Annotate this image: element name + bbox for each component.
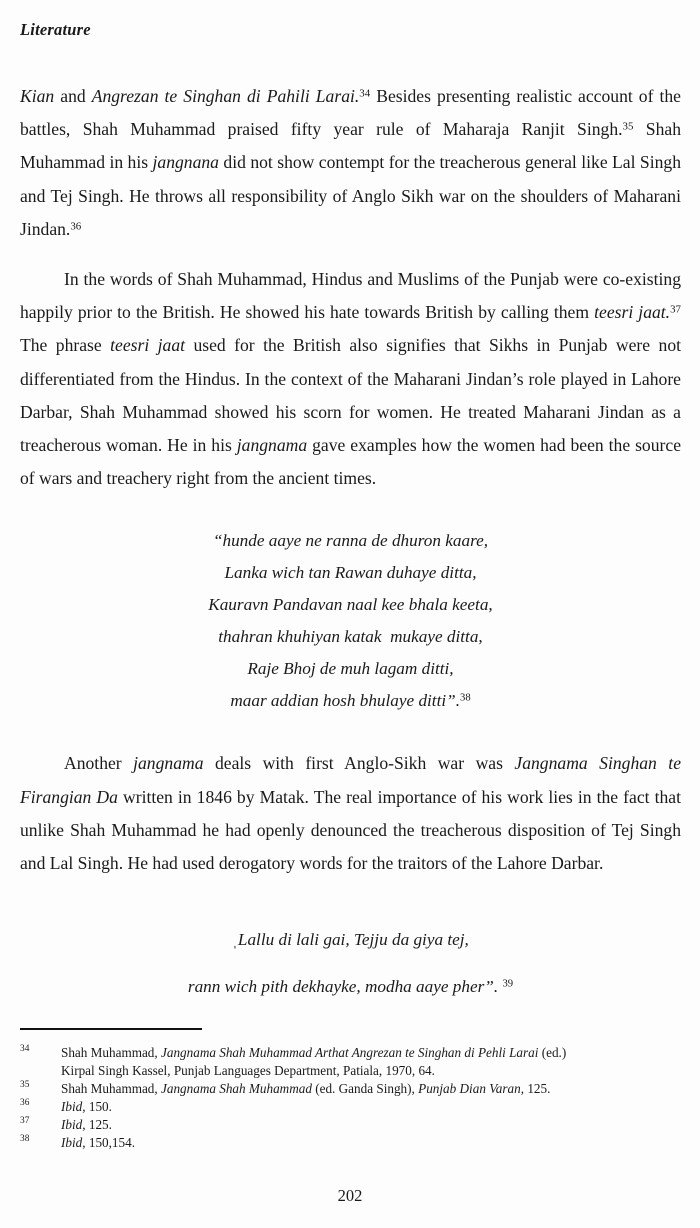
footnote-number: 34 — [20, 1044, 30, 1054]
fn-post: , 150,154. — [82, 1135, 135, 1150]
footnote-area — [20, 1028, 681, 1152]
footnote-entry — [20, 1134, 681, 1152]
footnote-marker-36[interactable]: 36 — [70, 220, 82, 233]
footnote-marker-37[interactable]: 37 — [670, 303, 681, 316]
footnote-number: 37 — [20, 1116, 30, 1126]
term-jangnana: jangnana — [152, 152, 219, 173]
p3-seg5: written in 1846 by Matak. The real importance of his work lies in the fact that unlike Shah Muhammad he had openly denounced the treacherous disposition of Tej Singh and Lal Singh. He had used derogatory words for the traitors of the Lahore Darbar. — [20, 786, 681, 874]
footnote-entry — [20, 1044, 681, 1080]
term-teesri-jaat-2: teesri jaat — [110, 335, 186, 356]
footnote-text — [61, 1098, 681, 1116]
verse-line-last — [20, 963, 681, 1010]
verse-line-last — [20, 685, 681, 717]
p3-seg3: deals with first Anglo-Sikh war was — [203, 753, 515, 774]
fn-line2: Kirpal Singh Kassel, Punjab Languages Department, Patiala, 1970, 64. — [61, 1063, 435, 1078]
fn-italic-title: Jangnama Shah Muhammad Arthat Angrezan te Singhan di Pehli Larai — [161, 1045, 539, 1060]
footnote-separator-rule — [20, 1028, 202, 1030]
footnote-text — [61, 1044, 681, 1080]
p3-seg1: Another — [64, 753, 134, 774]
fn-post: , 125. — [82, 1117, 112, 1132]
verse-line: Raje Bhoj de muh lagam ditti, — [247, 659, 454, 679]
footnote-text — [61, 1116, 681, 1134]
fn-post: , 150. — [82, 1099, 112, 1114]
footnote-entry — [20, 1098, 681, 1116]
verse-line: Kauravn Pandavan naal kee bhala keeta, — [208, 595, 493, 615]
footnote-text — [61, 1134, 681, 1152]
term-jangnama-2: jangnama — [133, 753, 204, 774]
term-teesri-jaat-1: teesri jaat. — [594, 302, 671, 323]
p1-seg4: Besides presenting realistic account of the battles, Shah Muhammad praised fifty year rule of Maharaja Ranjit Singh. — [20, 86, 681, 140]
title-angrezan: Angrezan te Singhan di Pahili Larai. — [91, 86, 360, 106]
footnote-marker-34[interactable]: 34 — [359, 87, 371, 100]
p1-seg7: did not show contempt for the treacherous general like Lal Singh and Tej Singh. He throws all responsibility of Anglo Sikh war on the shoulders of Maharani Jindan. — [20, 152, 681, 239]
fn-ibid: Ibid — [61, 1099, 83, 1114]
title-jangnama-singhan: Jangnama Singhan te Firangian Da — [20, 753, 681, 807]
fn-post: , 125. — [520, 1081, 551, 1096]
verse-line: “hunde aaye ne ranna de dhuron kaare, — [212, 531, 489, 551]
footnote-marker-38[interactable]: 38 — [460, 692, 471, 704]
fn-pre: Shah Muhammad, — [61, 1045, 161, 1060]
verse-line-text: maar addian hosh bhulaye ditti”. — [230, 691, 460, 711]
footnote-number: 36 — [20, 1098, 30, 1108]
footnote-marker-39[interactable]: 39 — [502, 978, 514, 990]
paragraph-1 — [20, 80, 681, 246]
footnote-marker-35[interactable]: 35 — [622, 120, 634, 133]
footnote-number: 38 — [20, 1134, 30, 1144]
p2-seg3: The phrase — [20, 335, 111, 356]
verse-line: thahran khuhiyan katak mukaye ditta, — [218, 627, 483, 647]
fn-post: (ed.) — [538, 1045, 567, 1060]
p2-seg5: used for the British also signifies that Sikhs in Punjab were not differentiated from the Hindus. In the context of the Maharani Jindan’s role played in Lahore Darbar, Shah Muhammad showed his scorn for women. He treated Maharani Jindan as a treacherous woman. He in his — [20, 335, 681, 456]
verse-line: ˌLallu di lali gai, Tejju da giya tej, — [232, 930, 469, 950]
p2-seg1: In the words of Shah Muhammad, Hindus and Muslims of the Punjab were co-existing happily prior to the British. He showed his hate towards British by calling them — [20, 269, 681, 323]
text-column — [20, 80, 681, 1010]
footnote-number: 35 — [20, 1080, 30, 1090]
p1-seg2: and — [54, 86, 92, 106]
fn-ibid: Ibid — [61, 1135, 83, 1150]
title-kian: Kian — [20, 86, 55, 106]
verse-block-1 — [20, 525, 681, 717]
term-jangnama: jangnama — [236, 435, 308, 456]
footnote-entry — [20, 1116, 681, 1134]
running-header: Literature — [20, 20, 91, 39]
fn-mid: (ed. Ganda Singh), — [311, 1081, 419, 1096]
verse-block-2 — [20, 916, 681, 1010]
paragraph-2 — [20, 263, 681, 495]
p1-seg5: Shah Muhammad in his — [20, 119, 681, 173]
paragraph-3 — [20, 747, 681, 880]
footnote-text — [61, 1080, 681, 1098]
fn-pre: Shah Muhammad, — [61, 1081, 161, 1096]
fn-italic-title: Jangnama Shah Muhammad — [161, 1081, 312, 1096]
page-number: 202 — [337, 1186, 363, 1205]
p2-seg7: gave examples how the women had been the source of wars and treachery right from the ancient times. — [20, 435, 681, 489]
verse-line: Lanka wich tan Rawan duhaye ditta, — [224, 563, 477, 583]
verse-line-text: rann wich pith dekhayke, modha aaye pher”. — [187, 977, 503, 997]
footnote-entry — [20, 1080, 681, 1098]
fn-italic-title-2: Punjab Dian Varan — [418, 1081, 521, 1096]
fn-ibid: Ibid — [61, 1117, 83, 1132]
